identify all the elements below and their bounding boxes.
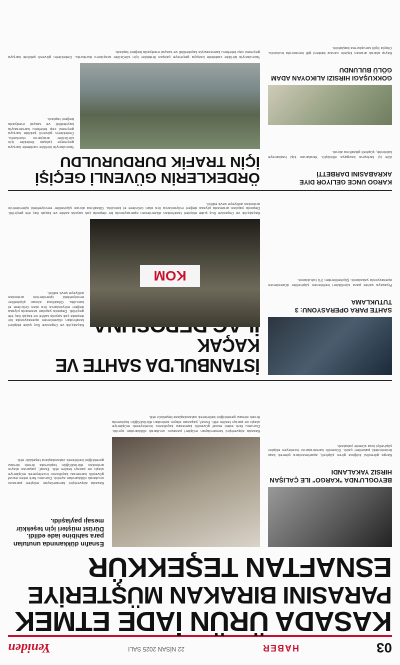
issue-date: 22 NİSAN 2025 SALI xyxy=(128,645,185,651)
newspaper-logo: Yeniden xyxy=(8,641,51,656)
story3-photo xyxy=(80,63,260,149)
story2-body-col1: Kaçakçılık ve Organize Suç şube ekipleri tarafından düzenlenen operasyonda bir depoda çok sayıda sahte ve kaçak ilaç ele geçirildi. Depoda yapılan aramada piyasa değeri milyonlarca lira olan ürünlere el konuldu. Gözaltına alınan şüpheliler emniyetteki işlemlerinin ardından adliyeye sevk edildi. xyxy=(8,290,84,327)
story1-headline-line1: KASADA ÜRÜN İADE ETMEK xyxy=(15,606,392,637)
section-divider-2 xyxy=(8,190,392,191)
story3-body-col1: Yavrularıyla birlikte caddede karşıya geçmeye çalışan ördekler için sürücüler araçlarını durdurdu. Ördeklerin güvenli şekilde karşıya geçmesi cep telefonu kamerasıyla kaydedildi ve sosyal medyada beğeni topladı. xyxy=(8,117,74,149)
story1-body-col2: Kasada alışverişini tamamlayan müşteri parasını unutarak dükkandan ayrıldı. Durumu fark eden esnaf güvenlik kamerası kayıtlarını inceleyerek müşteriye ulaştı ve parayı teslim etti. Esnaf, yaşanan olayın ardından dürüstlüğün toplumda örnek olması gerektiğini belirterek vatandaşlara teşekkür etti. xyxy=(112,415,260,433)
brief4-body: Kayıp olarak aranan kişinin cansız bedeni göl kenarında bulundu. Olayla ilgili soruşturma başlatıldı. xyxy=(268,46,392,55)
brief3-body: Aile içi tartışma kavgaya dönüştü. Yaralanan kişi hastaneye kaldırıldı, şüpheli gözaltına alındı. xyxy=(268,150,392,159)
brief1-body: Kargo görevlisi kılığına giren şüpheli, apartmanlara girerek kapı önlerindeki paketleri çaldı. Güvenlik kameralarını inceleyen ekipler şüpheliyi kısa sürede yakaladı. xyxy=(268,443,392,457)
kom-logo xyxy=(140,265,200,287)
story1-headline xyxy=(8,553,392,635)
page-header xyxy=(8,635,392,659)
story2-headline-line1: İSTANBUL'DA SAHTE VE KAÇAK xyxy=(55,335,260,375)
story2-photo xyxy=(90,219,260,327)
brief2-photo xyxy=(268,317,392,375)
section-label: HABER xyxy=(261,643,299,653)
brief1-title: BEYOĞLU'NDA "KARGO" İLE ÇALIŞAN HIRSIZ YAKALANDI xyxy=(269,468,392,483)
brief2-body: Piyasaya sahte para sürdükleri belirlenen şüpheliler düzenlenen operasyonla yakalandı. Şüphelilerden 3'ü tutuklandı. xyxy=(268,278,392,287)
story1-photo xyxy=(112,437,260,547)
kom-logo-text: KOM xyxy=(153,268,187,284)
story3-headline-line1: ÖRDEKLERİN GÜVENLİ GEÇİŞİ xyxy=(34,169,260,186)
story1-lead: Esnafın dükkanında unutulan para sahibine iade edildi. Dürüst müşteri için teşekkür mesajı paylaşıldı. xyxy=(13,517,104,547)
story1-body-col1: Kasada alışverişini tamamlayan müşteri parasını unutarak dükkandan ayrıldı. Durumu fark eden esnaf güvenlik kamerası kayıtlarını inceleyerek müşteriye ulaştı ve parayı teslim etti. Esnaf, yaşanan olayın ardından dürüstlüğün toplumda örnek olması gerektiğini belirterek vatandaşlara teşekkür etti. xyxy=(8,458,104,485)
brief1-photo xyxy=(268,487,392,547)
story3-headline xyxy=(8,154,260,185)
brief2-title: SAHTE PARA OPERASYONU: 3 TUTUKLAMA xyxy=(294,298,392,313)
story1-headline-line3: ESNAFTAN TEŞEKKÜR xyxy=(88,552,392,583)
story3-headline-line2: İÇİN TRAFİK DURDURULDU xyxy=(60,153,260,171)
page-number: 03 xyxy=(376,640,392,656)
brief4-photo xyxy=(268,85,392,125)
brief3-title: KARGO ÜNCE GELİYOR DİYE AKRABASINI DARBETTİ xyxy=(299,170,392,185)
story2-body-col2: Kaçakçılık ve Organize Suç şube ekipleri tarafından düzenlenen operasyonda bir depoda çok sayıda sahte ve kaçak ilaç ele geçirildi. Depoda yapılan aramada piyasa değeri milyonlarca lira olan ürünlere el konuldu. Gözaltına alınan şüpheliler emniyetteki işlemlerinin ardından adliyeye sevk edildi. xyxy=(8,201,260,215)
story1-headline-line2: PARASINI BIRAKAN MÜŞTERİYE xyxy=(28,581,392,608)
section-divider-1 xyxy=(8,380,392,381)
story3-body-col2: Yavrularıyla birlikte caddede karşıya geçmeye çalışan ördekler için sürücüler araçlarını durdurdu. Ördeklerin güvenli şekilde karşıya geçmesi cep telefonu kamerasıyla kaydedildi ve sosyal medyada beğeni topladı. xyxy=(8,50,260,59)
brief4-title: GÖKKUŞAĞI HIRSIZI ALIKOYAN ADAM GÖLÜ BULUNDU xyxy=(271,66,392,81)
